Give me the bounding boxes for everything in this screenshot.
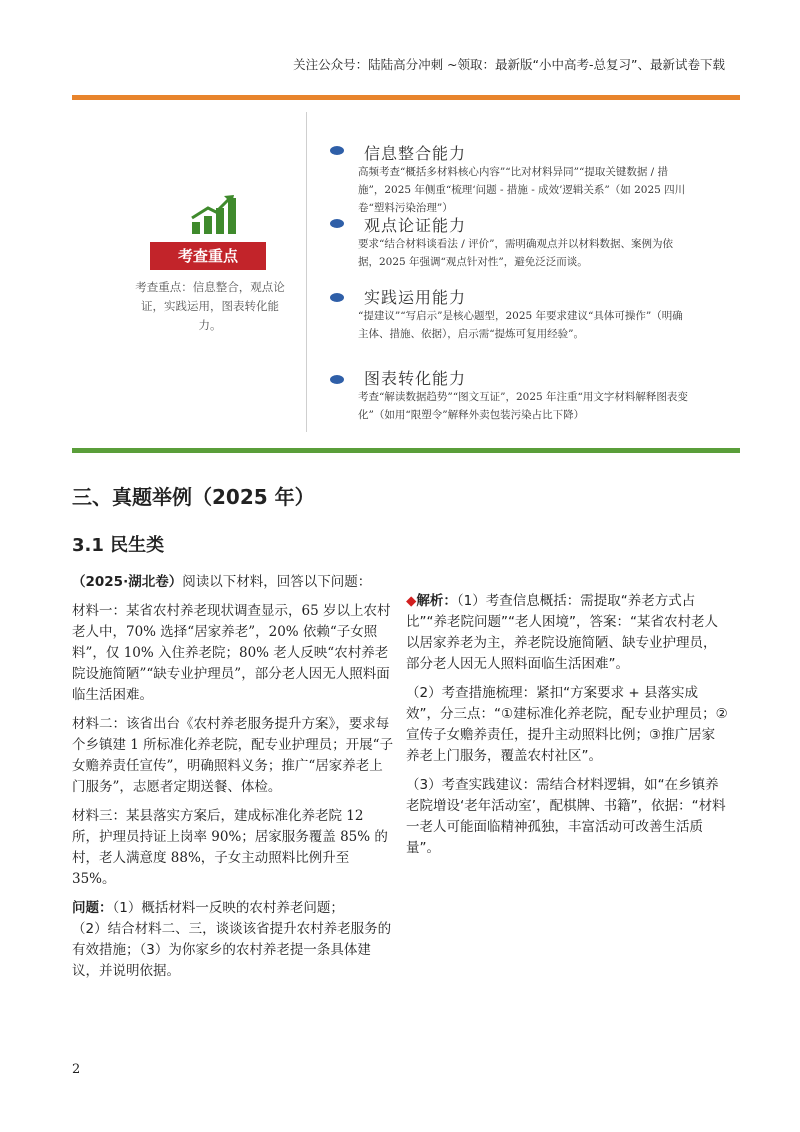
question-ask-2-3: （2）结合材料二、三，谈谈该省提升农村养老服务的有效措施；（3）为你家乡的农村养老提一条具体建议，并说明依据。 — [72, 921, 392, 979]
question-label: 问题： — [72, 900, 113, 916]
bullet-dot-icon — [330, 219, 344, 228]
section-divider — [72, 448, 740, 453]
ability-title: 信息整合能力 — [364, 144, 467, 163]
header-promo-text: 关注公众号：陆陆高分冲刺 ~领取：最新版“小中高考-总复习”、最新试卷下载 — [293, 57, 725, 72]
ability-desc: “提建议”“写启示”是核心题型，2025 年要求建议“具体可操作”（明确主体、措施、依据），启示需“提炼可复用经验”。 — [358, 310, 683, 340]
analysis-label: 解析： — [416, 593, 457, 609]
analysis-part-2: （2）考查措施梳理：紧扣“方案要求 + 县落实成效”，分三点：“①建标准化养老院，配专业护理员；②宣传子女赡养责任，提升主动照料比例；③推广居家养老上门服务，覆盖农村社区”。 — [406, 685, 728, 764]
material-one: 材料一：某省农村养老现状调查显示，65 岁以上农村老人中，70% 选择“居家养老”，20% 依赖“子女照料”，仅 10% 入住养老院；80% 老人反映“农村养老院设施简陋”“缺专业护理员”，部分老人因无人照料面临生活困难。 — [72, 603, 391, 703]
question-source: （2025·湖北卷） — [72, 574, 183, 590]
question-ask-1: （1）概括材料一反映的农村养老问题； — [112, 900, 344, 916]
header-divider — [72, 95, 740, 100]
bullet-dot-icon — [330, 293, 344, 302]
section-title: 三、真题举例（2025 年） — [72, 485, 315, 509]
subsection-title: 3.1 民生类 — [72, 535, 165, 556]
material-three: 材料三：某县落实方案后，建成标准化养老院 12 所，护理员持证上岗率 90%；居家服务覆盖 85% 的村，老人满意度 88%，子女主动照料比例升至 35%。 — [72, 808, 388, 887]
ability-title: 图表转化能力 — [364, 369, 467, 388]
bullet-dot-icon — [330, 146, 344, 155]
ability-desc: 高频考查“概括多材料核心内容”“比对材料异同”“提取关键数据 / 措施”，2025 年侧重“梳理‘问题 - 措施 - 成效’逻辑关系”（如 2025 四川卷“塑料污染治理”） — [358, 166, 686, 214]
key-points-badge: 考查重点 — [150, 242, 266, 270]
key-points-desc: 考查重点：信息整合，观点论证，实践运用，图表转化能力。 — [135, 280, 285, 332]
growth-chart-icon — [190, 192, 242, 234]
question-intro-text: 阅读以下材料，回答以下问题： — [182, 574, 372, 590]
analysis-column — [406, 591, 728, 867]
question-intro — [72, 572, 394, 593]
material-two: 材料二：该省出台《农村养老服务提升方案》，要求每个乡镇建 1 所标准化养老院，配专业护理员；开展“子女赡养责任宣传”，明确照料义务；推广“居家养老上门服务”，志愿者定期送餐、体检。 — [72, 716, 394, 795]
analysis-part-3: （3）考查实践建议：需结合材料逻辑，如“在乡镇养老院增设‘老年活动室’，配棋牌、书籍”，依据：“材料一老人可能面临精神孤独，丰富活动可改善生活质量”。 — [406, 777, 726, 856]
ability-title: 实践运用能力 — [364, 288, 467, 307]
question-asks — [72, 898, 394, 982]
diamond-icon: ◆ — [406, 593, 417, 609]
analysis-part-1 — [406, 591, 728, 675]
analysis-text-1: （1）考查信息概括：需提取“养老方式占比”“养老院问题”“老人困境”，答案：“某省农村老人以居家养老为主，养老院设施简陋、缺专业护理员，部分老人因无人照料面临生活困难”。 — [406, 593, 718, 672]
vertical-divider — [306, 112, 307, 432]
question-column — [72, 572, 394, 990]
ability-desc: 要求“结合材料谈看法 / 评价”，需明确观点并以材料数据、案例为依据，2025 年强调“观点针对性”，避免泛泛而谈。 — [358, 238, 673, 268]
ability-desc: 考查“解读数据趋势”“图文互证”，2025 年注重“用文字材料解释图表变化”（如用“限塑令”解释外卖包装污染占比下降） — [358, 391, 688, 421]
bullet-dot-icon — [330, 375, 344, 384]
ability-title: 观点论证能力 — [364, 216, 467, 235]
page-number: 2 — [72, 1062, 81, 1077]
